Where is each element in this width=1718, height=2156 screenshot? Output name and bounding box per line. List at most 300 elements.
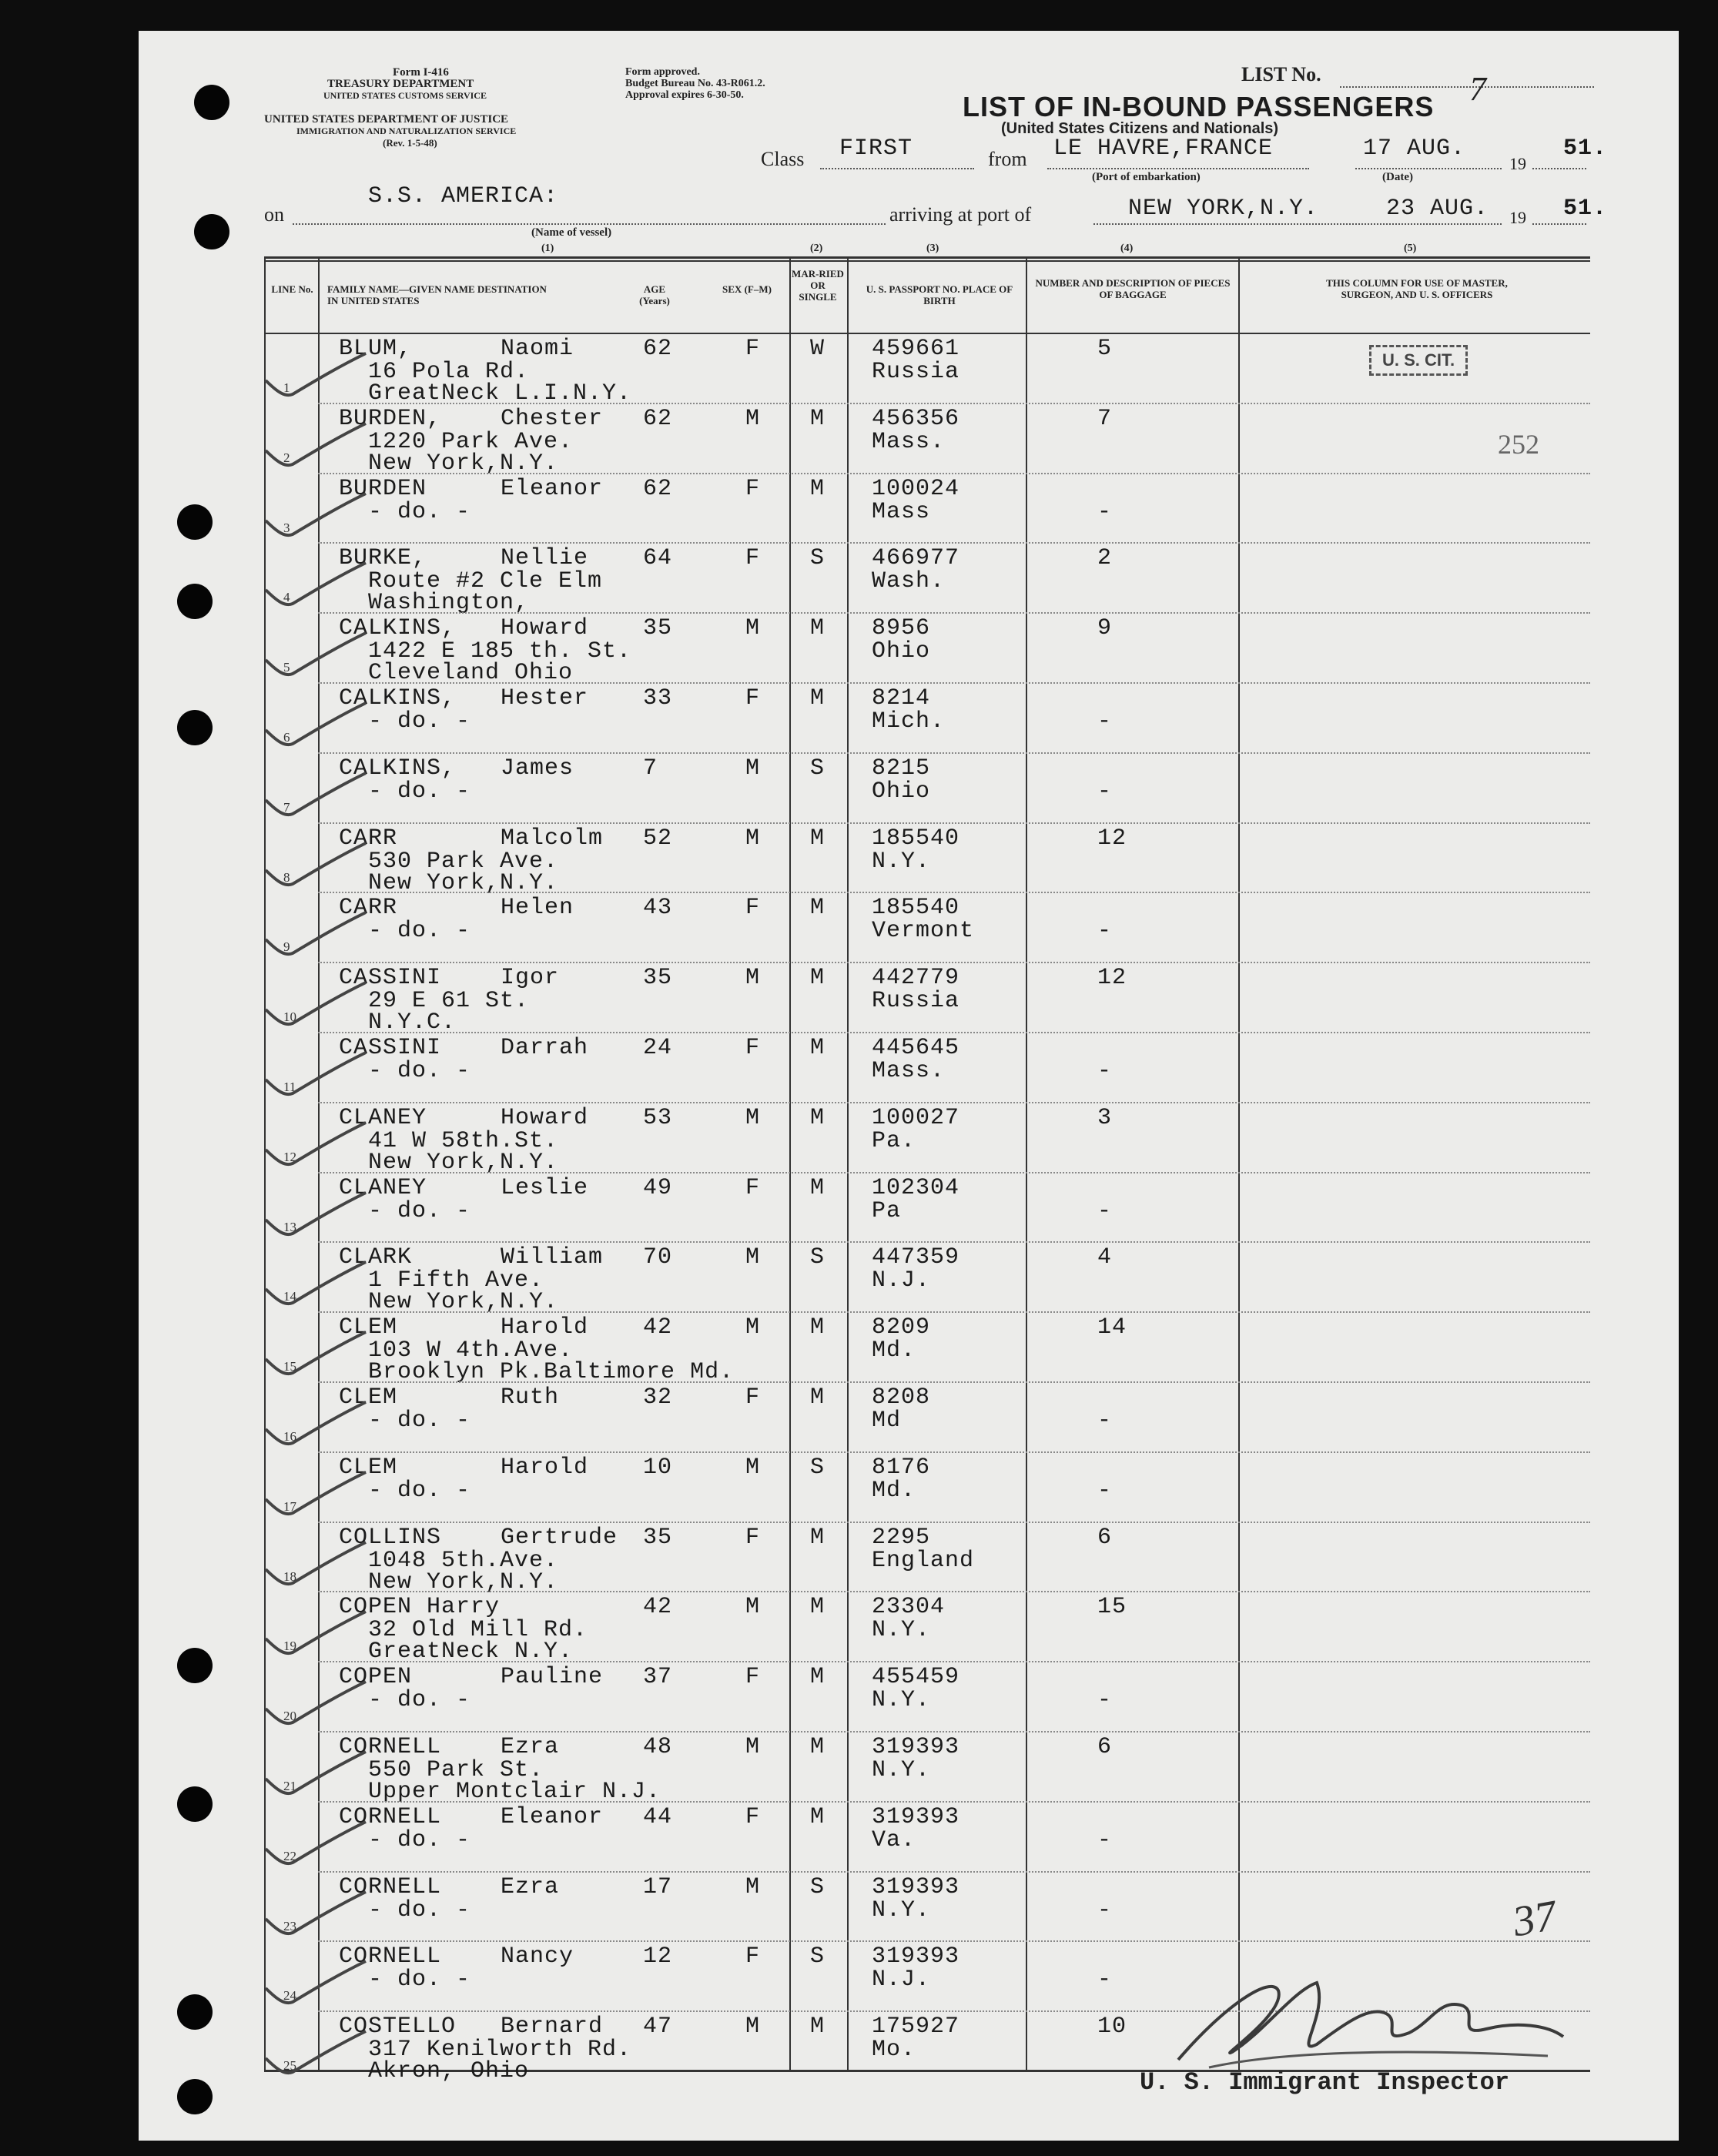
punch-hole	[194, 214, 229, 249]
treasury-dept: TREASURY DEPARTMENT	[327, 78, 474, 90]
baggage-count: 7	[1097, 405, 1113, 432]
place-of-birth: Pa	[872, 1197, 902, 1224]
marital-status: M	[810, 2014, 826, 2040]
arrival-date: 23 AUG.	[1386, 196, 1489, 222]
family-name: BURKE,	[339, 545, 427, 572]
baggage-count: -	[1097, 1058, 1113, 1084]
family-name: BURDEN	[339, 475, 427, 502]
baggage-count: -	[1097, 918, 1113, 945]
place-of-birth: Ohio	[872, 638, 931, 665]
marital-status: S	[810, 1454, 826, 1481]
given-name: Chester	[501, 405, 604, 432]
family-name: BURDEN,	[339, 405, 442, 432]
age: 42	[643, 1314, 673, 1341]
row-divider	[318, 1940, 1590, 1942]
check-mark	[262, 1748, 370, 1802]
passport-number: 445645	[872, 1035, 960, 1061]
sex: F	[745, 545, 761, 572]
page-subtitle: (United States Citizens and Nationals)	[1001, 120, 1279, 137]
arriving-label: arriving at port of	[889, 203, 1032, 226]
row-divider	[318, 1522, 1590, 1523]
age: 52	[643, 825, 673, 852]
given-name: Naomi	[501, 336, 574, 362]
place-of-birth: Ohio	[872, 778, 931, 805]
date-caption: (Date)	[1382, 171, 1413, 183]
marital-status: M	[810, 1174, 826, 1201]
check-mark	[262, 1119, 370, 1173]
address-line-1: - do. -	[368, 1477, 471, 1504]
header-age: AGE (Years)	[639, 283, 670, 306]
port-embark-caption: (Port of embarkation)	[1092, 171, 1201, 183]
age: 47	[643, 2014, 673, 2040]
age: 64	[643, 545, 673, 572]
age: 10	[643, 1454, 673, 1481]
sex: M	[745, 825, 761, 852]
age: 37	[643, 1664, 673, 1691]
given-name: Gertrude	[501, 1524, 618, 1551]
address-line-1: - do. -	[368, 1408, 471, 1434]
address-line-1: - do. -	[368, 1058, 471, 1084]
place-of-birth: Russia	[872, 359, 960, 385]
check-mark	[262, 1818, 370, 1872]
age: 48	[643, 1734, 673, 1760]
age: 44	[643, 1803, 673, 1830]
check-mark	[262, 350, 370, 403]
passport-number: 8176	[872, 1454, 931, 1481]
given-name: Eleanor	[501, 1803, 604, 1830]
sex: M	[745, 1314, 761, 1341]
baggage-count: 6	[1097, 1524, 1113, 1551]
line-number: 11	[283, 1080, 296, 1094]
line-number: 18	[283, 1568, 296, 1584]
line-number: 4	[283, 590, 290, 605]
vessel-caption: (Name of vessel)	[531, 226, 612, 239]
family-name: CORNELL	[339, 1803, 442, 1830]
check-mark	[262, 1189, 370, 1243]
marital-status: M	[810, 405, 826, 432]
passport-number: 175927	[872, 2014, 960, 2040]
address-line-1: 32 Old Mill Rd.	[368, 1617, 588, 1644]
passport-number: 23304	[872, 1594, 946, 1621]
family-name: CLEM	[339, 1314, 398, 1341]
address-line-2: GreatNeck N.Y.	[368, 1639, 574, 1666]
given-name: Howard	[501, 615, 589, 642]
place-of-birth: Md	[872, 1408, 902, 1434]
baggage-count: 9	[1097, 615, 1113, 642]
header-married-single: MAR-RIED OR SINGLE	[792, 268, 844, 303]
family-name: COLLINS	[339, 1524, 442, 1551]
sex: F	[745, 475, 761, 502]
address-line-2: New York,N.Y.	[368, 1149, 559, 1176]
sex: M	[745, 965, 761, 992]
baggage-count: 4	[1097, 1244, 1113, 1271]
address-line-2: Cleveland Ohio	[368, 660, 574, 687]
sex: F	[745, 1943, 761, 1970]
line-number: 2	[283, 450, 290, 465]
family-name: CLEM	[339, 1454, 398, 1481]
marital-status: M	[810, 1384, 826, 1411]
marital-status: M	[810, 1664, 826, 1691]
row-divider	[318, 682, 1590, 684]
address-line-2: GreatNeck L.I.N.Y.	[368, 380, 632, 407]
address-line-2: N.Y.C.	[368, 1009, 457, 1036]
address-line-1: - do. -	[368, 708, 471, 735]
marital-status: S	[810, 1873, 826, 1900]
place-of-birth: England	[872, 1547, 975, 1574]
check-mark	[262, 1258, 370, 1312]
check-mark	[262, 979, 370, 1033]
passport-number: 319393	[872, 1873, 960, 1900]
marital-status: M	[810, 615, 826, 642]
sex: M	[745, 1734, 761, 1760]
sex: M	[745, 2014, 761, 2040]
address-line-1: 317 Kenilworth Rd.	[368, 2037, 632, 2064]
passport-number: 455459	[872, 1664, 960, 1691]
place-of-birth: N.J.	[872, 1267, 931, 1294]
age: 62	[643, 405, 673, 432]
given-name: Malcolm	[501, 825, 604, 852]
sex: M	[745, 1244, 761, 1271]
annotation-handwritten: 37	[1509, 1891, 1560, 1947]
line-number: 20	[283, 1709, 296, 1724]
marital-status: W	[810, 336, 826, 362]
class-label: Class	[761, 148, 805, 170]
on-label: on	[264, 203, 284, 226]
year-prefix: 19	[1509, 154, 1526, 173]
baggage-count: 15	[1097, 1594, 1127, 1621]
sex: M	[745, 1873, 761, 1900]
passport-number: 8209	[872, 1314, 931, 1341]
given-name: Hester	[501, 685, 589, 711]
passport-number: 8215	[872, 755, 931, 782]
age: 7	[643, 755, 658, 782]
line-number: 10	[283, 1009, 296, 1025]
address-line-1: - do. -	[368, 1967, 471, 1994]
age: 32	[643, 1384, 673, 1411]
address-line-1: 16 Pola Rd.	[368, 359, 530, 385]
place-of-birth: N.Y.	[872, 1687, 931, 1714]
check-mark	[262, 2027, 370, 2081]
list-no-label: LIST No.	[1241, 63, 1321, 85]
family-name: CLANEY	[339, 1104, 427, 1131]
check-mark	[262, 1328, 370, 1382]
inspector-signature	[1163, 1960, 1579, 2078]
place-of-birth: Md.	[872, 1477, 916, 1504]
punch-hole	[177, 710, 213, 745]
baggage-count: -	[1097, 1477, 1113, 1504]
arrival-year: 51.	[1563, 196, 1608, 222]
row-divider	[318, 1102, 1590, 1103]
place-of-birth: N.J.	[872, 1967, 931, 1994]
sex: M	[745, 1104, 761, 1131]
from-label: from	[988, 148, 1027, 170]
passport-number: 100024	[872, 475, 960, 502]
line-number: 13	[283, 1219, 296, 1234]
baggage-count: 5	[1097, 336, 1113, 362]
place-of-birth: Mass	[872, 498, 931, 525]
baggage-count: -	[1097, 708, 1113, 735]
address-line-2: New York,N.Y.	[368, 869, 559, 896]
passport-number: 8208	[872, 1384, 931, 1411]
port-of-arrival: NEW YORK,N.Y.	[1128, 196, 1319, 222]
punch-hole	[194, 85, 229, 120]
line-number: 3	[283, 520, 290, 535]
revision: (Rev. 1-5-48)	[383, 137, 437, 149]
punch-hole	[177, 1648, 213, 1683]
check-mark	[262, 699, 370, 753]
place-of-birth: N.Y.	[872, 1617, 931, 1644]
given-name: Leslie	[501, 1174, 589, 1201]
age: 42	[643, 1594, 673, 1621]
check-mark	[262, 490, 370, 544]
baggage-count: 2	[1097, 545, 1113, 572]
approved-line3: Approval expires 6-30-50.	[625, 89, 744, 101]
header-sex: SEX (F–M)	[722, 283, 772, 295]
sex: F	[745, 1664, 761, 1691]
age: 33	[643, 685, 673, 711]
sex: F	[745, 895, 761, 922]
address-line-1: 1 Fifth Ave.	[368, 1267, 544, 1294]
baggage-count: -	[1097, 778, 1113, 805]
column-number: (1)	[541, 243, 554, 254]
marital-status: S	[810, 1943, 826, 1970]
line-number: 8	[283, 869, 290, 885]
column-number: (3)	[926, 243, 939, 254]
check-mark	[262, 1468, 370, 1522]
passport-number: 185540	[872, 895, 960, 922]
line-number: 25	[283, 2058, 296, 2074]
ins-service: IMMIGRATION AND NATURALIZATION SERVICE	[296, 126, 517, 136]
punch-hole	[177, 584, 213, 619]
place-of-birth: Mass.	[872, 1058, 946, 1084]
row-divider	[318, 962, 1590, 963]
row-divider	[318, 822, 1590, 824]
address-line-1: 1048 5th.Ave.	[368, 1547, 559, 1574]
baggage-count: -	[1097, 1897, 1113, 1923]
us-citizen-stamp: U. S. CIT.	[1369, 345, 1468, 376]
address-line-1: - do. -	[368, 1687, 471, 1714]
check-mark	[262, 1538, 370, 1592]
given-name: Harold	[501, 1314, 589, 1341]
marital-status: M	[810, 1594, 826, 1621]
check-mark	[262, 769, 370, 823]
given-name: Bernard	[501, 2014, 604, 2040]
row-divider	[318, 1172, 1590, 1173]
place-of-birth: Mass.	[872, 428, 946, 455]
form-number: Form I-416	[393, 66, 449, 79]
check-mark	[262, 1398, 370, 1452]
marital-status: M	[810, 825, 826, 852]
baggage-count: -	[1097, 498, 1113, 525]
address-line-2: Akron, Ohio	[368, 2058, 530, 2085]
age: 53	[643, 1104, 673, 1131]
sex: M	[745, 405, 761, 432]
check-mark	[262, 1678, 370, 1732]
address-line-1: - do. -	[368, 918, 471, 945]
place-of-birth: Mich.	[872, 708, 946, 735]
line-number: 22	[283, 1848, 296, 1863]
family-name: CALKINS,	[339, 755, 457, 782]
marital-status: M	[810, 1314, 826, 1341]
line-number: 23	[283, 1918, 296, 1933]
passport-number: 100027	[872, 1104, 960, 1131]
sex: F	[745, 685, 761, 711]
line-number: 1	[283, 380, 290, 395]
header-name-destination: FAMILY NAME—GIVEN NAME DESTINATION IN UNITED STATES	[327, 283, 547, 306]
line-number: 24	[283, 1988, 296, 2004]
marital-status: M	[810, 1104, 826, 1131]
embarkation-date: 17 AUG.	[1363, 136, 1466, 162]
page-title: LIST OF IN-BOUND PASSENGERS	[963, 91, 1435, 122]
inspector-title: U. S. Immigrant Inspector	[1140, 2068, 1510, 2097]
sex: F	[745, 1174, 761, 1201]
check-mark	[262, 629, 370, 683]
marital-status: M	[810, 1524, 826, 1551]
address-line-1: Route #2 Cle Elm	[368, 568, 603, 595]
sex: F	[745, 1384, 761, 1411]
check-mark	[262, 839, 370, 893]
address-line-1: 103 W 4th.Ave.	[368, 1337, 574, 1364]
baggage-count: 3	[1097, 1104, 1113, 1131]
place-of-birth: Va.	[872, 1826, 916, 1853]
passport-number: 319393	[872, 1943, 960, 1970]
given-name: Igor	[501, 965, 560, 992]
baggage-count: -	[1097, 1197, 1113, 1224]
family-name: BLUM,	[339, 336, 413, 362]
row-divider	[318, 1871, 1590, 1873]
place-of-birth: N.Y.	[872, 848, 931, 875]
sex: M	[745, 755, 761, 782]
check-mark	[262, 909, 370, 962]
given-name: Pauline	[501, 1664, 604, 1691]
address-line-1: 530 Park Ave.	[368, 848, 559, 875]
sex: F	[745, 1803, 761, 1830]
family-name: CORNELL	[339, 1873, 442, 1900]
embarkation-year: 51.	[1563, 136, 1608, 162]
family-name: CALKINS,	[339, 615, 457, 642]
line-number: 14	[283, 1289, 296, 1304]
given-name: Ezra	[501, 1734, 560, 1760]
address-line-2: Upper Montclair N.J.	[368, 1779, 661, 1805]
baggage-count: 12	[1097, 965, 1127, 992]
punch-hole	[177, 1786, 213, 1822]
family-name: CLARK	[339, 1244, 413, 1271]
line-number: 19	[283, 1639, 296, 1654]
family-name: CORNELL	[339, 1734, 442, 1760]
marital-status: M	[810, 685, 826, 711]
address-line-1: 550 Park St.	[368, 1757, 544, 1783]
baggage-count: 12	[1097, 825, 1127, 852]
address-line-1: - do. -	[368, 498, 471, 525]
sex: M	[745, 615, 761, 642]
row-divider	[318, 1591, 1590, 1592]
check-mark	[262, 1957, 370, 2011]
address-line-2: New York,N.Y.	[368, 450, 559, 477]
age: 35	[643, 615, 673, 642]
place-of-birth: Vermont	[872, 918, 975, 945]
vessel-name: S.S. AMERICA:	[368, 183, 559, 209]
passport-number: 185540	[872, 825, 960, 852]
passport-number: 319393	[872, 1803, 960, 1830]
address-line-1: - do. -	[368, 1897, 471, 1923]
address-line-1: 1422 E 185 th. St.	[368, 638, 632, 665]
given-name: James	[501, 755, 574, 782]
marital-status: M	[810, 965, 826, 992]
row-divider	[318, 473, 1590, 474]
passport-number: 466977	[872, 545, 960, 572]
address-line-1: - do. -	[368, 1826, 471, 1853]
age: 17	[643, 1873, 673, 1900]
age: 12	[643, 1943, 673, 1970]
passport-number: 456356	[872, 405, 960, 432]
sex: F	[745, 1035, 761, 1061]
passport-number: 447359	[872, 1244, 960, 1271]
place-of-birth: Md.	[872, 1337, 916, 1364]
customs-service: UNITED STATES CUSTOMS SERVICE	[323, 90, 487, 101]
passport-number: 442779	[872, 965, 960, 992]
given-name: Harold	[501, 1454, 589, 1481]
address-line-1: - do. -	[368, 778, 471, 805]
line-number: 17	[283, 1498, 296, 1514]
passport-number: 8956	[872, 615, 931, 642]
passport-number: 2295	[872, 1524, 931, 1551]
header-passport-birth: U. S. PASSPORT NO. PLACE OF BIRTH	[866, 283, 1013, 306]
row-divider	[318, 1311, 1590, 1313]
column-number: (2)	[810, 243, 823, 254]
given-name: Nancy	[501, 1943, 574, 1970]
family-name: CORNELL	[339, 1943, 442, 1970]
line-number: 6	[283, 730, 290, 745]
column-number: (5)	[1404, 243, 1417, 254]
given-name: Nellie	[501, 545, 589, 572]
given-name: Ruth	[501, 1384, 560, 1411]
row-divider	[318, 1032, 1590, 1033]
family-name: COPEN	[339, 1664, 413, 1691]
place-of-birth: N.Y.	[872, 1757, 931, 1783]
baggage-count: 14	[1097, 1314, 1127, 1341]
justice-dept: UNITED STATES DEPARTMENT OF JUSTICE	[264, 113, 509, 126]
passport-number: 102304	[872, 1174, 960, 1201]
marital-status: M	[810, 1734, 826, 1760]
address-line-2: Washington,	[368, 590, 530, 617]
marital-status: M	[810, 895, 826, 922]
marital-status: S	[810, 755, 826, 782]
baggage-count: -	[1097, 1687, 1113, 1714]
header-line-no: LINE No.	[271, 283, 313, 295]
family-name: CLEM	[339, 1384, 398, 1411]
annotation-number: 252	[1498, 429, 1539, 460]
row-divider	[318, 1241, 1590, 1243]
age: 49	[643, 1174, 673, 1201]
baggage-count: 6	[1097, 1734, 1113, 1760]
family-name: CARR	[339, 895, 398, 922]
header-baggage: NUMBER AND DESCRIPTION OF PIECES OF BAGGAGE	[1035, 277, 1231, 300]
family-name: CARR	[339, 825, 398, 852]
baggage-count: -	[1097, 1826, 1113, 1853]
passport-number: 8214	[872, 685, 931, 711]
marital-status: M	[810, 475, 826, 502]
approved-line2: Budget Bureau No. 43-R061.2.	[625, 78, 765, 89]
given-name: Howard	[501, 1104, 589, 1131]
address-line-1: 1220 Park Ave.	[368, 428, 574, 455]
column-number: (4)	[1120, 243, 1134, 254]
marital-status: S	[810, 545, 826, 572]
family-name: CALKINS,	[339, 685, 457, 711]
age: 43	[643, 895, 673, 922]
family-name: CASSINI	[339, 965, 442, 992]
row-divider	[318, 1381, 1590, 1383]
year-prefix-2: 19	[1509, 208, 1526, 227]
